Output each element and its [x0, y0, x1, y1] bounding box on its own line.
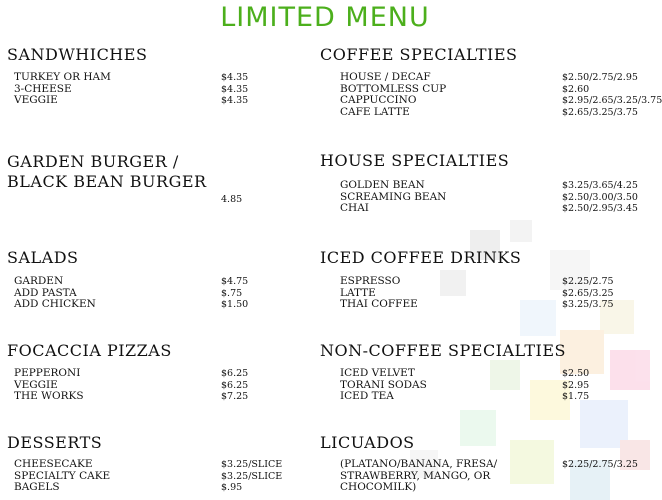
section-garden-burger — [7, 152, 243, 205]
item-price: $2.50 — [562, 368, 590, 379]
section-heading-line-1: GARDEN BURGER / — [7, 152, 179, 171]
item-price: 4.85 — [221, 194, 243, 205]
item-price: $3.25/3.65/4.25 — [562, 180, 638, 191]
menu-item — [340, 105, 638, 119]
item-price: $2.60 — [562, 83, 590, 95]
item-price: $2.50/2.75/2.95 — [562, 72, 638, 83]
item-price: $4.35 — [221, 72, 249, 83]
item-name: ADD CHICKEN — [14, 298, 96, 310]
menu-item — [340, 390, 590, 403]
item-name: GARDEN — [14, 275, 64, 287]
item-name: SCREAMING BEAN — [340, 190, 447, 203]
section-heading: COFFEE SPECIALTIES — [320, 45, 518, 64]
menu-item — [340, 179, 638, 192]
section-house-specialties — [320, 151, 638, 214]
section-licuados — [320, 433, 638, 493]
item-name: ICED VELVET — [340, 367, 415, 379]
section-heading: SALADS — [7, 248, 79, 267]
menu-item — [14, 298, 249, 311]
section-heading: DESSERTS — [7, 433, 103, 452]
menu-item — [340, 94, 662, 107]
item-name: BAGELS — [14, 481, 60, 493]
item-price: $2.95 — [562, 379, 590, 391]
section-sandwiches — [7, 45, 249, 106]
item-price: $3.25/SLICE — [221, 459, 283, 470]
item-name: ESPRESSO — [340, 275, 401, 287]
menu-item-continuation — [340, 482, 435, 494]
item-name: THAI COFFEE — [340, 298, 418, 310]
section-heading: NON-COFFEE SPECIALTIES — [320, 341, 567, 360]
section-focaccia-pizzas — [7, 341, 249, 402]
section-heading: LICUADOS — [320, 433, 415, 452]
menu-item — [14, 458, 283, 471]
item-price: $6.25 — [221, 368, 249, 379]
item-name: TORANI SODAS — [340, 378, 427, 391]
item-price: $2.50/2.95/3.45 — [562, 203, 638, 214]
section-desserts — [7, 433, 283, 493]
item-name: CAFE LATTE — [340, 105, 410, 118]
item-name: PEPPERONI — [14, 367, 81, 379]
menu-item — [14, 367, 249, 380]
section-salads — [7, 248, 249, 310]
menu-item — [340, 71, 638, 84]
item-price: $2.95/2.65/3.25/3.75 — [562, 95, 662, 106]
item-name: TURKEY OR HAM — [14, 71, 111, 83]
item-name: ADD PASTA — [14, 286, 77, 299]
item-name: SPECIALTY CAKE — [14, 469, 111, 482]
item-price: $2.25/2.75/3.25 — [562, 459, 638, 470]
section-non-coffee-specialties — [320, 341, 590, 402]
item-price: $4.35 — [221, 95, 249, 106]
item-name: HOUSE / DECAF — [340, 71, 431, 83]
item-name: CHEESECAKE — [14, 458, 93, 470]
item-name: BOTTOMLESS CUP — [340, 82, 447, 95]
item-price: $2.65/3.25/3.75 — [562, 106, 638, 118]
item-price: $3.25/3.75 — [562, 299, 614, 310]
menu-item — [14, 275, 249, 288]
menu-item — [14, 481, 243, 494]
section-coffee-specialties — [320, 45, 662, 118]
menu-item — [340, 367, 590, 380]
section-heading: ICED COFFEE DRINKS — [320, 248, 522, 267]
section-iced-coffee-drinks — [320, 248, 614, 310]
item-price: $2.25/2.75 — [562, 276, 614, 287]
menu-item — [340, 458, 638, 471]
menu-item — [14, 71, 249, 84]
item-price: $2.65/3.25 — [562, 287, 614, 299]
section-heading: HOUSE SPECIALTIES — [320, 151, 510, 170]
item-name: CHOCOMILK) — [340, 481, 417, 493]
item-price: $4.35 — [221, 83, 249, 95]
item-name: CHAI — [340, 202, 369, 214]
item-name: ICED TEA — [340, 390, 394, 402]
item-name: THE WORKS — [14, 390, 84, 402]
item-name: CAPPUCCINO — [340, 94, 417, 106]
menu-item — [340, 275, 614, 288]
menu-item — [14, 390, 249, 403]
section-heading-line-2: BLACK BEAN BURGER — [7, 172, 207, 191]
menu-item — [340, 202, 638, 215]
item-price: $.95 — [221, 482, 243, 493]
item-name: LATTE — [340, 286, 376, 299]
item-price: $3.25/SLICE — [221, 470, 283, 482]
menu-item — [340, 298, 614, 311]
section-heading: FOCACCIA PIZZAS — [7, 341, 172, 360]
item-name: 3-CHEESE — [14, 82, 72, 95]
item-price: $1.50 — [221, 299, 249, 310]
item-name: GOLDEN BEAN — [340, 179, 425, 191]
item-price: $7.25 — [221, 391, 249, 402]
item-name: (PLATANO/BANANA, FRESA/ — [340, 458, 498, 470]
item-name: STRAWBERRY, MANGO, OR — [340, 469, 491, 482]
item-name: VEGGIE — [14, 378, 58, 391]
menu-item — [14, 94, 249, 107]
item-price: $2.50/3.00/3.50 — [562, 191, 638, 203]
menu-item — [14, 194, 243, 206]
item-price: $6.25 — [221, 379, 249, 391]
item-price: $4.75 — [221, 276, 249, 287]
item-name: VEGGIE — [14, 94, 58, 106]
section-heading: SANDWHICHES — [7, 45, 148, 64]
item-price: $1.75 — [562, 391, 590, 402]
menu-title: LIMITED MENU — [220, 2, 430, 33]
item-price: $.75 — [221, 287, 243, 299]
